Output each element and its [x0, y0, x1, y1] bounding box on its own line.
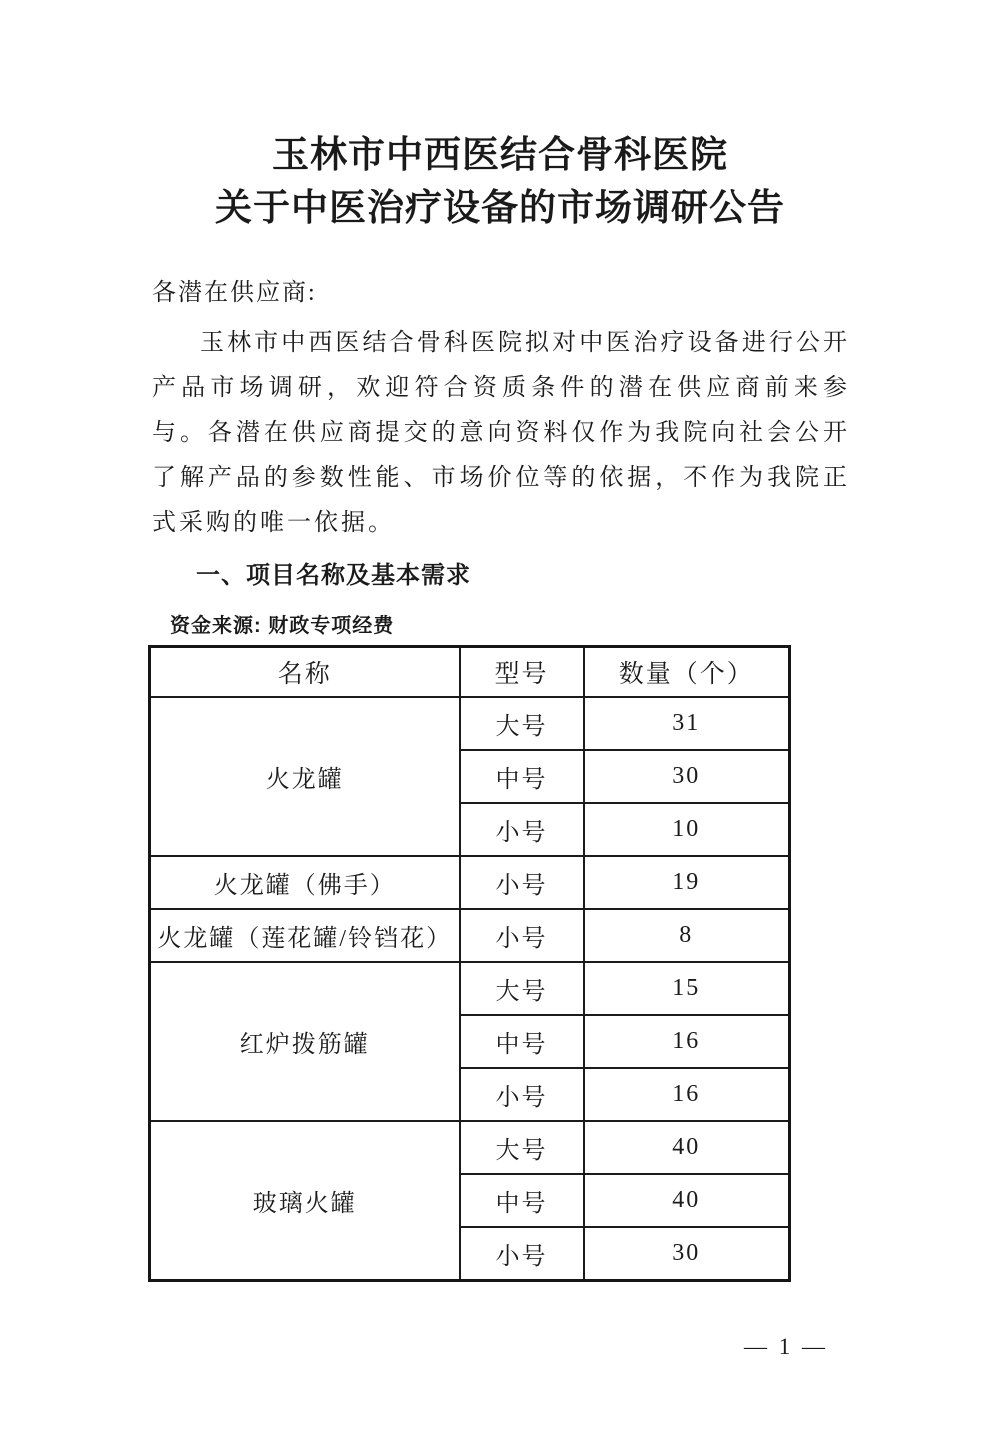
- funding-source: 资金来源: 财政专项经费: [170, 615, 395, 637]
- name-cell: 红炉拨筋罐: [150, 962, 460, 1121]
- model-cell: 大号: [460, 1121, 584, 1174]
- table-row: [150, 856, 790, 909]
- body-paragraph: 玉林市中西医结合骨科医院拟对中医治疗设备进行公开产品市场调研，欢迎符合资质条件的潜在供应商前来参与。各潜在供应商提交的意向资料仅作为我院向社会公开了解产品的参数性能、市场价位等的依据，不作为我院正式采购的唯一依据。: [152, 330, 850, 536]
- name-cell: 火龙罐（莲花罐/铃铛花）: [150, 909, 460, 962]
- name-cell: 玻璃火罐: [150, 1121, 460, 1281]
- model-cell: 中号: [460, 1174, 584, 1227]
- qty-cell: 19: [584, 856, 790, 909]
- table-row: [150, 909, 790, 962]
- qty-cell: 40: [584, 1174, 790, 1227]
- model-cell: 中号: [460, 750, 584, 803]
- qty-cell: 40: [584, 1121, 790, 1174]
- name-cell: 火龙罐（佛手）: [150, 856, 460, 909]
- qty-cell: 15: [584, 962, 790, 1015]
- qty-cell: 31: [584, 697, 790, 750]
- table-row: [150, 962, 790, 1015]
- model-cell: 大号: [460, 962, 584, 1015]
- header-model: 型号: [460, 647, 584, 698]
- model-cell: 中号: [460, 1015, 584, 1068]
- model-cell: 小号: [460, 1227, 584, 1281]
- document-title: [0, 0, 1000, 234]
- qty-cell: 10: [584, 803, 790, 856]
- model-cell: 小号: [460, 1068, 584, 1121]
- salutation: 各潜在供应商:: [152, 280, 317, 306]
- section-heading: 一、项目名称及基本需求: [196, 562, 471, 589]
- qty-cell: 16: [584, 1015, 790, 1068]
- page-number: — 1 —: [744, 1334, 828, 1359]
- qty-cell: 8: [584, 909, 790, 962]
- model-cell: 小号: [460, 803, 584, 856]
- qty-cell: 30: [584, 750, 790, 803]
- qty-cell: 16: [584, 1068, 790, 1121]
- qty-cell: 30: [584, 1227, 790, 1281]
- table-header-row: [150, 647, 790, 698]
- header-name: 名称: [150, 647, 460, 698]
- table-row: [150, 1121, 790, 1174]
- model-cell: 小号: [460, 856, 584, 909]
- table-row: [150, 697, 790, 750]
- name-cell: 火龙罐: [150, 697, 460, 856]
- title-line-2: 关于中医治疗设备的市场调研公告: [215, 187, 785, 228]
- equipment-table: [148, 645, 791, 1282]
- model-cell: 大号: [460, 697, 584, 750]
- title-line-1: 玉林市中西医结合骨科医院: [272, 134, 728, 175]
- header-quantity: 数量（个）: [584, 647, 790, 698]
- model-cell: 小号: [460, 909, 584, 962]
